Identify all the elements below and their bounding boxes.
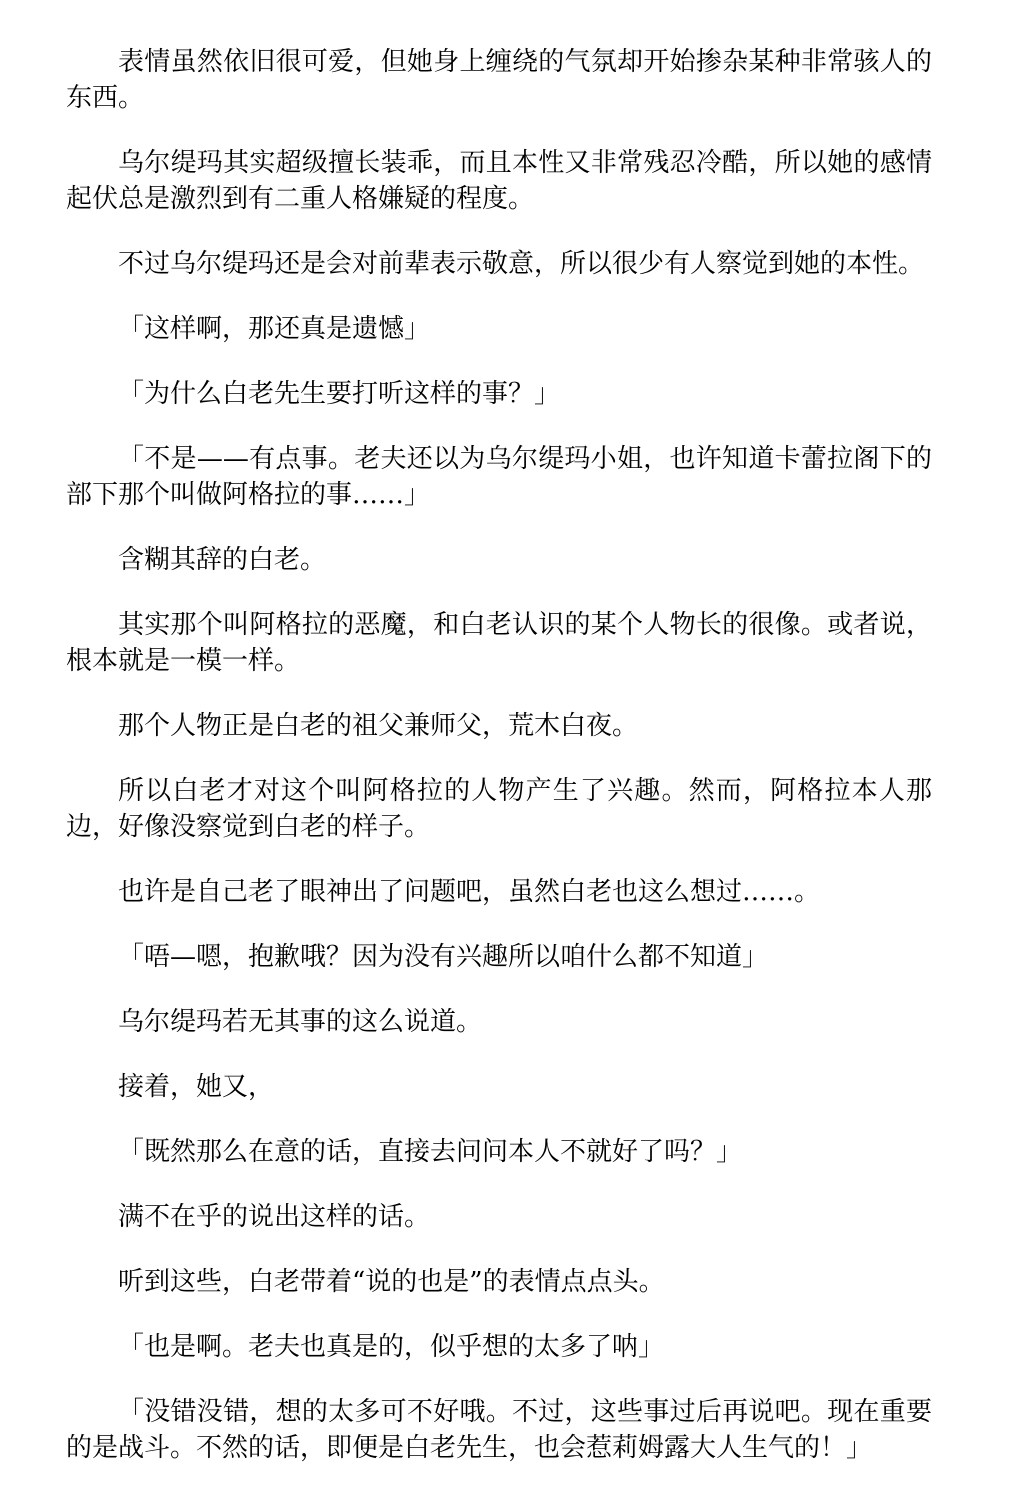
paragraph-8: 其实那个叫阿格拉的恶魔，和白老认识的某个人物长的很像。或者说，根本就是一模一样。 — [66, 610, 932, 676]
paragraph-5: 「为什么白老先生要打听这样的事？」 — [118, 379, 561, 409]
paragraph-6: 「不是——有点事。老夫还以为乌尔缇玛小姐，也许知道卡蕾拉阁下的部下那个叫做阿格拉的事……」 — [66, 444, 932, 510]
paragraph-9: 那个人物正是白老的祖父兼师父，荒木白夜。 — [118, 711, 639, 741]
paragraph-3: 不过乌尔缇玛还是会对前辈表示敬意，所以很少有人察觉到她的本性。 — [118, 249, 925, 279]
paragraph-17: 听到这些，白老带着“说的也是”的表情点点头。 — [118, 1267, 665, 1297]
paragraph-1: 表情虽然依旧很可爱，但她身上缠绕的气氛却开始掺杂某种非常骇人的东西。 — [66, 47, 932, 113]
paragraph-2: 乌尔缇玛其实超级擅长装乖，而且本性又非常残忍冷酷，所以她的感情起伏总是激烈到有二重人格嫌疑的程度。 — [66, 148, 932, 214]
paragraph-7: 含糊其辞的白老。 — [118, 545, 327, 575]
document-page — [66, 44, 932, 1495]
paragraph-16: 满不在乎的说出这样的话。 — [118, 1202, 431, 1232]
paragraph-10: 所以白老才对这个叫阿格拉的人物产生了兴趣。然而，阿格拉本人那边，好像没察觉到白老的样子。 — [66, 776, 932, 842]
paragraph-14: 接着，她又， — [118, 1072, 275, 1102]
paragraph-12: 「唔—嗯，抱歉哦？因为没有兴趣所以咱什么都不知道」 — [118, 942, 769, 972]
paragraph-18: 「也是啊。老夫也真是的，似乎想的太多了呐」 — [118, 1332, 665, 1362]
paragraph-11: 也许是自己老了眼神出了问题吧，虽然白老也这么想过……。 — [118, 877, 821, 907]
paragraph-4: 「这样啊，那还真是遗憾」 — [118, 314, 431, 344]
paragraph-13: 乌尔缇玛若无其事的这么说道。 — [118, 1007, 483, 1037]
paragraph-19: 「没错没错，想的太多可不好哦。不过，这些事过后再说吧。现在重要的是战斗。不然的话，即便是白老先生，也会惹莉姆露大人生气的！」 — [66, 1397, 932, 1463]
paragraph-15: 「既然那么在意的话，直接去问问本人不就好了吗？」 — [118, 1137, 743, 1167]
